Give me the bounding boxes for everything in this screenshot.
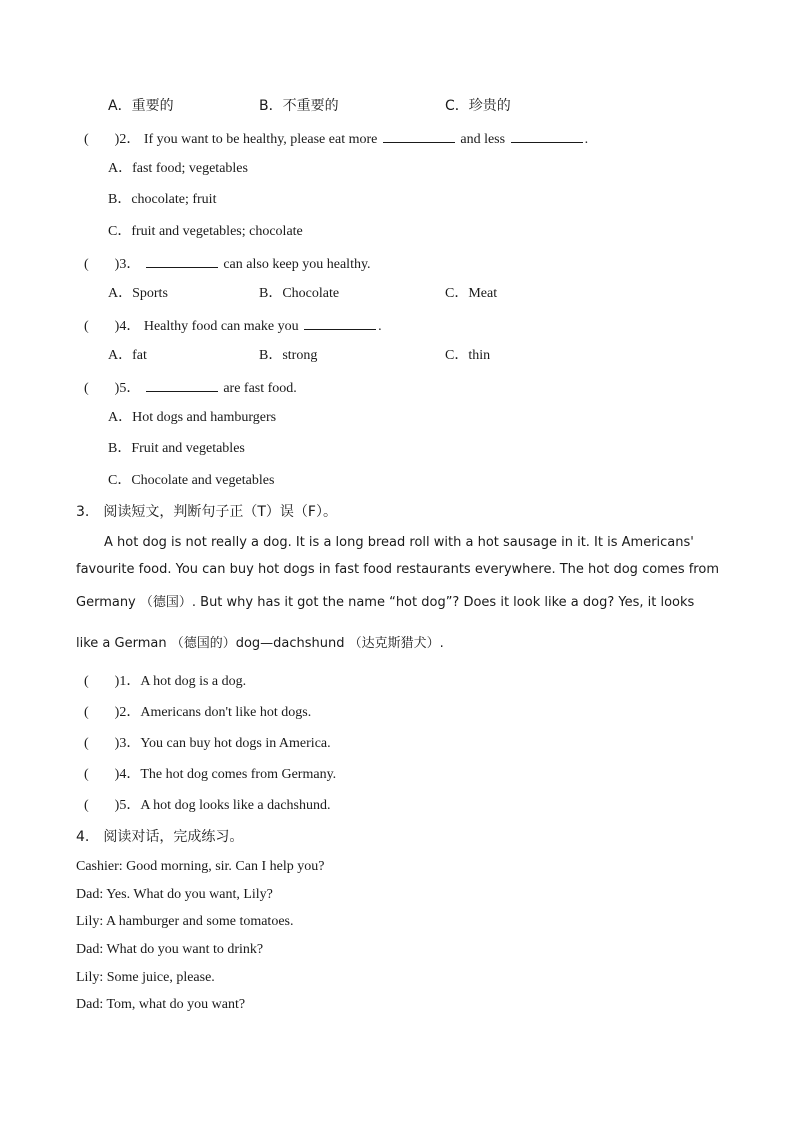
option-b: B．Fruit and vegetables: [108, 441, 245, 456]
option-a: A．fat: [108, 348, 147, 363]
option-a: A．Hot dogs and hamburgers: [108, 410, 277, 425]
dialogue-line: Dad: What do you want to drink?: [76, 942, 264, 957]
answer-blank[interactable]: [146, 254, 218, 268]
option-c: C．fruit and vegetables; chocolate: [108, 224, 303, 239]
option-c: C．珍贵的: [445, 98, 511, 114]
option-b: B．chocolate; fruit: [108, 192, 217, 207]
option-a: A．fast food; vegetables: [108, 161, 248, 176]
answer-blank[interactable]: [511, 129, 583, 143]
dialogue-line: Lily: A hamburger and some tomatoes.: [76, 914, 294, 929]
passage-line: A hot dog is not really a dog. It is a long bread roll with a hot sausage in it. It is Americans': [104, 535, 694, 550]
tf-item-2: ( )2．Americans don't like hot dogs.: [84, 705, 312, 720]
question-3: ( )3． can also keep you healthy.: [84, 254, 371, 274]
question-5: ( )5． are fast food.: [84, 378, 297, 398]
dialogue-line: Cashier: Good morning, sir. Can I help you?: [76, 859, 325, 874]
dialogue-line: Dad: Yes. What do you want, Lily?: [76, 887, 273, 902]
option-a: A．Sports: [108, 286, 168, 301]
option-c: C．thin: [445, 348, 491, 363]
answer-blank[interactable]: [146, 378, 218, 392]
passage-line: favourite food. You can buy hot dogs in fast food restaurants everywhere. The hot dog comes from: [76, 562, 719, 577]
dialogue-line: Dad: Tom, what do you want?: [76, 997, 246, 1012]
option-b: B．Chocolate: [259, 286, 340, 301]
tf-item-5: ( )5．A hot dog looks like a dachshund.: [84, 798, 331, 813]
option-c: C．Meat: [445, 286, 498, 301]
question-4: ( )4． Healthy food can make you .: [84, 316, 382, 336]
question-2: ( )2． If you want to be healthy, please eat more and less .: [84, 129, 588, 149]
answer-blank[interactable]: [304, 316, 376, 330]
passage-line: like a German （德国的）dog—dachshund （达克斯猎犬）.: [76, 636, 444, 651]
option-a: A．重要的: [108, 98, 174, 114]
tf-item-4: ( )4．The hot dog comes from Germany.: [84, 767, 337, 782]
passage-line: Germany （德国）. But why has it got the name “hot dog”? Does it look like a dog? Yes, it looks: [76, 595, 695, 610]
option-b: B．strong: [259, 348, 318, 363]
section-heading: 3. 阅读短文，判断句子正（T）误（F）。: [76, 504, 337, 520]
answer-blank[interactable]: [383, 129, 455, 143]
option-b: B．不重要的: [259, 98, 339, 114]
section-heading: 4. 阅读对话，完成练习。: [76, 829, 244, 845]
option-c: C．Chocolate and vegetables: [108, 473, 275, 488]
tf-item-3: ( )3．You can buy hot dogs in America.: [84, 736, 331, 751]
dialogue-line: Lily: Some juice, please.: [76, 970, 215, 985]
tf-item-1: ( )1．A hot dog is a dog.: [84, 674, 247, 689]
